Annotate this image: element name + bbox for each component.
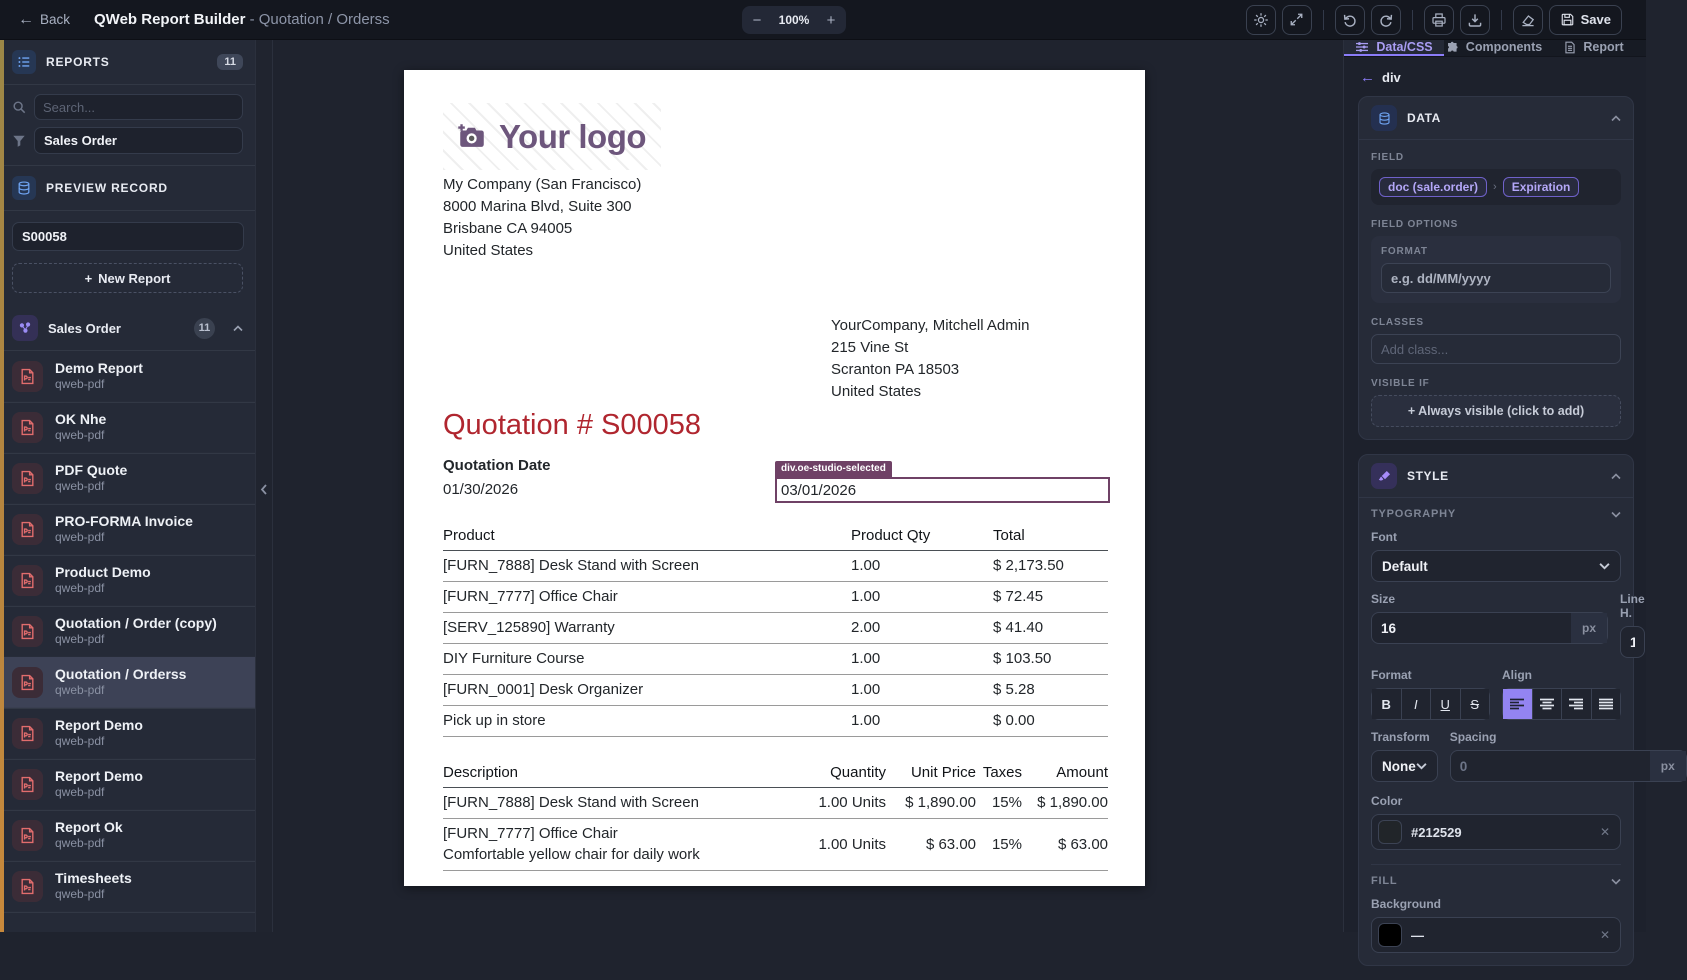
field-options-label: FIELD OPTIONS bbox=[1371, 219, 1459, 230]
format-buttons-label: Format bbox=[1371, 668, 1412, 682]
selected-element-wrapper bbox=[775, 458, 1110, 503]
format-option-box bbox=[1371, 236, 1621, 303]
table-cell: 1.00 bbox=[851, 644, 993, 675]
tab-components[interactable] bbox=[1444, 40, 1544, 56]
table-cell: $ 1,890.00 bbox=[1022, 788, 1108, 819]
column-header: Taxes bbox=[976, 762, 1022, 788]
plus-icon: + bbox=[84, 270, 93, 286]
font-label: Font bbox=[1371, 530, 1397, 544]
report-list-item[interactable] bbox=[0, 759, 255, 810]
color-swatch[interactable] bbox=[1378, 820, 1402, 844]
background-label: Background bbox=[1371, 897, 1442, 911]
table-cell: $ 2,173.50 bbox=[993, 551, 1108, 582]
pdf-file-icon bbox=[12, 412, 43, 443]
fill-label: FILL bbox=[1371, 875, 1398, 887]
table-cell: $ 1,890.00 bbox=[886, 788, 976, 819]
order-lines-table[interactable] bbox=[443, 762, 1108, 871]
toolbar-divider bbox=[1501, 10, 1502, 30]
paintbrush-icon bbox=[1371, 463, 1397, 489]
product-row[interactable] bbox=[443, 551, 1108, 582]
report-type: qweb-pdf bbox=[55, 479, 105, 493]
table-cell: 1.00 Units bbox=[783, 788, 886, 819]
reports-list-icon bbox=[12, 50, 36, 74]
sales-order-group-header[interactable] bbox=[0, 307, 255, 351]
color-picker-row[interactable] bbox=[1371, 814, 1621, 850]
top-toolbar bbox=[0, 0, 1646, 40]
download-icon bbox=[1467, 12, 1483, 28]
zoom-out-button[interactable]: − bbox=[742, 6, 772, 34]
print-button[interactable] bbox=[1424, 5, 1454, 35]
table-cell: 15% bbox=[976, 819, 1022, 871]
chevron-up-icon[interactable] bbox=[1611, 473, 1621, 480]
format-button-group bbox=[1371, 688, 1490, 720]
address-line: Brisbane CA 94005 bbox=[443, 220, 573, 237]
table-cell: 1.00 bbox=[851, 582, 993, 613]
table-cell: $ 103.50 bbox=[993, 644, 1108, 675]
puzzle-icon bbox=[1446, 41, 1459, 54]
chevron-down-icon bbox=[1599, 562, 1610, 570]
line-description-note: Comfortable yellow chair for daily work bbox=[443, 846, 700, 863]
order-line-row[interactable] bbox=[443, 819, 1108, 871]
address-line: United States bbox=[443, 242, 534, 259]
undo-icon bbox=[1342, 12, 1358, 28]
data-panel-title: DATA bbox=[1407, 111, 1441, 125]
redo-icon bbox=[1378, 12, 1394, 28]
products-table-header bbox=[443, 525, 1108, 551]
line-height-label: Line H. bbox=[1620, 592, 1645, 620]
font-select[interactable] bbox=[1371, 550, 1621, 582]
address-line: 8000 Marina Blvd, Suite 300 bbox=[443, 198, 632, 215]
background-swatch[interactable] bbox=[1378, 923, 1402, 947]
column-header: Product Qty bbox=[851, 525, 993, 551]
pdf-file-icon bbox=[12, 463, 43, 494]
group-count-badge: 11 bbox=[194, 318, 215, 339]
table-cell: 2.00 bbox=[851, 613, 993, 644]
typography-label: TYPOGRAPHY bbox=[1371, 508, 1457, 520]
background-value: — bbox=[1411, 927, 1424, 943]
table-cell: [FURN_7888] Desk Stand with Screen bbox=[443, 551, 851, 582]
align-left-button[interactable] bbox=[1503, 689, 1533, 719]
transform-value: None bbox=[1382, 758, 1416, 774]
report-list-item[interactable] bbox=[0, 351, 255, 402]
pdf-file-icon bbox=[12, 718, 43, 749]
settings-button[interactable] bbox=[1246, 5, 1276, 35]
preview-record-label: PREVIEW RECORD bbox=[46, 181, 168, 195]
spacing-group bbox=[1450, 750, 1687, 782]
report-canvas bbox=[273, 40, 1343, 932]
pdf-file-icon bbox=[12, 616, 43, 647]
report-name: Report Ok bbox=[55, 819, 123, 835]
element-breadcrumb bbox=[1358, 67, 1634, 96]
sidebar-collapse-strip bbox=[256, 40, 273, 932]
toolbar-divider bbox=[1323, 10, 1324, 30]
visible-if-add-button[interactable]: + Always visible (click to add) bbox=[1371, 395, 1621, 427]
field-label: FIELD bbox=[1371, 152, 1404, 163]
order-line-row[interactable] bbox=[443, 788, 1108, 819]
field-path-box bbox=[1371, 169, 1621, 205]
report-type: qweb-pdf bbox=[55, 683, 105, 697]
style-panel-header[interactable] bbox=[1359, 455, 1633, 498]
address-line: YourCompany, Mitchell Admin bbox=[831, 317, 1030, 334]
reports-count-badge: 11 bbox=[217, 54, 243, 70]
align-right-button[interactable] bbox=[1562, 689, 1592, 719]
address-line: 215 Vine St bbox=[831, 339, 909, 356]
quotation-date-label[interactable]: Quotation Date bbox=[443, 457, 551, 474]
pdf-file-icon bbox=[12, 769, 43, 800]
table-cell: 15% bbox=[976, 788, 1022, 819]
customer-address[interactable] bbox=[831, 315, 1108, 403]
printer-icon bbox=[1431, 12, 1447, 28]
search-row bbox=[0, 85, 255, 120]
column-header: Amount bbox=[1022, 762, 1108, 788]
report-type: qweb-pdf bbox=[55, 734, 105, 748]
report-type: qweb-pdf bbox=[55, 428, 105, 442]
chevron-up-icon[interactable] bbox=[1611, 115, 1621, 122]
products-table[interactable] bbox=[443, 525, 1108, 737]
table-cell: $ 63.00 bbox=[1022, 819, 1108, 871]
report-name: Timesheets bbox=[55, 870, 132, 886]
chevron-down-icon bbox=[1416, 762, 1427, 770]
report-list-item[interactable] bbox=[0, 657, 255, 708]
data-panel-header[interactable] bbox=[1359, 97, 1633, 140]
window-title bbox=[94, 11, 390, 28]
table-cell: 1.00 bbox=[851, 706, 993, 737]
product-row[interactable] bbox=[443, 706, 1108, 737]
tab-data-css-label: Data/CSS bbox=[1376, 40, 1433, 54]
chevron-right-icon: › bbox=[1493, 181, 1497, 193]
report-type: qweb-pdf bbox=[55, 785, 105, 799]
data-database-icon bbox=[1371, 105, 1397, 131]
classes-label: CLASSES bbox=[1371, 317, 1424, 328]
table-cell: 1.00 Units bbox=[783, 819, 886, 871]
table-cell: [FURN_7888] Desk Stand with Screen bbox=[443, 788, 783, 819]
report-list bbox=[0, 351, 255, 932]
report-type: qweb-pdf bbox=[55, 530, 105, 544]
report-list-item[interactable] bbox=[0, 606, 255, 657]
tab-data-css[interactable] bbox=[1344, 40, 1444, 56]
table-cell: [FURN_7777] Office Chair Comfortable yellow chair for daily work bbox=[443, 819, 783, 871]
report-name: PDF Quote bbox=[55, 462, 128, 478]
product-row[interactable] bbox=[443, 613, 1108, 644]
search-input[interactable] bbox=[34, 94, 243, 120]
bold-button[interactable]: B bbox=[1372, 689, 1402, 719]
classes-input[interactable] bbox=[1371, 334, 1621, 364]
preview-record-header bbox=[0, 166, 255, 211]
save-label: Save bbox=[1580, 12, 1611, 27]
font-size-group bbox=[1371, 612, 1608, 644]
breadcrumb-element-name: div bbox=[1382, 70, 1401, 85]
clear-background-icon[interactable]: ✕ bbox=[1599, 928, 1610, 942]
chevron-up-icon[interactable] bbox=[233, 325, 243, 332]
report-type: qweb-pdf bbox=[55, 887, 105, 901]
line-height-input[interactable] bbox=[1620, 626, 1645, 658]
breadcrumb-back-arrow[interactable]: ← bbox=[1360, 69, 1375, 86]
product-row[interactable] bbox=[443, 644, 1108, 675]
address-line: My Company (San Francisco) bbox=[443, 176, 642, 193]
back-button[interactable] bbox=[18, 11, 70, 29]
undo-button[interactable] bbox=[1335, 5, 1365, 35]
collapse-sidebar-chevron[interactable] bbox=[260, 484, 268, 495]
column-header: Product bbox=[443, 525, 851, 551]
table-cell: $ 0.00 bbox=[993, 706, 1108, 737]
reports-header bbox=[0, 40, 255, 85]
report-list-item[interactable] bbox=[0, 708, 255, 759]
report-name: Quotation / Orderss bbox=[55, 666, 187, 682]
eraser-icon bbox=[1520, 12, 1536, 28]
product-row[interactable] bbox=[443, 582, 1108, 613]
filter-row bbox=[0, 120, 255, 166]
report-name: Product Demo bbox=[55, 564, 151, 580]
visible-if-label: VISIBLE IF bbox=[1371, 378, 1430, 389]
camera-icon bbox=[457, 124, 487, 150]
database-icon bbox=[12, 176, 36, 200]
quotation-date-value[interactable]: 01/30/2026 bbox=[443, 481, 519, 498]
clear-color-icon[interactable]: ✕ bbox=[1599, 825, 1610, 839]
report-name: OK Nhe bbox=[55, 411, 107, 427]
expiration-date-value: 03/01/2026 bbox=[781, 481, 857, 499]
chevron-down-icon bbox=[1611, 511, 1621, 518]
logo-placeholder-text: Your logo bbox=[499, 117, 647, 155]
column-header: Description bbox=[443, 762, 783, 788]
company-address[interactable] bbox=[443, 174, 1108, 262]
font-size-input[interactable] bbox=[1372, 613, 1571, 643]
download-button[interactable] bbox=[1460, 5, 1490, 35]
section-divider bbox=[1371, 864, 1621, 865]
company-logo-block[interactable] bbox=[443, 103, 661, 170]
sidebar-tabs bbox=[1344, 40, 1646, 57]
align-justify-button[interactable] bbox=[1592, 689, 1621, 719]
tab-components-label: Components bbox=[1465, 40, 1543, 54]
format-input[interactable] bbox=[1381, 263, 1611, 293]
report-type: qweb-pdf bbox=[55, 836, 105, 850]
tab-report-label: Report bbox=[1583, 40, 1624, 54]
report-name: Report Demo bbox=[55, 768, 143, 784]
data-panel bbox=[1358, 96, 1634, 440]
reports-sidebar bbox=[0, 40, 256, 932]
format-label: FORMAT bbox=[1381, 246, 1428, 257]
report-list-item[interactable] bbox=[0, 555, 255, 606]
chevron-down-icon bbox=[1611, 878, 1621, 885]
spacing-label: Spacing bbox=[1449, 730, 1497, 744]
new-report-label: New Report bbox=[98, 270, 171, 286]
table-cell: $ 63.00 bbox=[886, 819, 976, 871]
report-name: Quotation / Order (copy) bbox=[55, 615, 217, 631]
table-cell: 1.00 bbox=[851, 551, 993, 582]
table-cell: $ 72.45 bbox=[993, 582, 1108, 613]
report-list-item[interactable] bbox=[0, 453, 255, 504]
product-row[interactable] bbox=[443, 675, 1108, 706]
field-chip[interactable]: doc (sale.order) bbox=[1379, 177, 1487, 197]
color-label: Color bbox=[1371, 794, 1403, 808]
sliders-icon bbox=[1355, 41, 1369, 53]
clear-format-button[interactable] bbox=[1513, 5, 1543, 35]
new-report-button[interactable] bbox=[12, 263, 243, 293]
table-cell: Pick up in store bbox=[443, 706, 851, 737]
column-header: Unit Price bbox=[886, 762, 976, 788]
report-list-item[interactable] bbox=[0, 861, 255, 912]
table-cell: $ 41.40 bbox=[993, 613, 1108, 644]
save-icon bbox=[1560, 12, 1575, 27]
lines-table-header bbox=[443, 762, 1108, 788]
table-cell: [FURN_0001] Desk Organizer bbox=[443, 675, 851, 706]
table-cell: DIY Furniture Course bbox=[443, 644, 851, 675]
table-cell: [SERV_125890] Warranty bbox=[443, 613, 851, 644]
address-line: United States bbox=[831, 383, 922, 400]
color-value: #212529 bbox=[1411, 824, 1462, 840]
transform-select[interactable] bbox=[1371, 750, 1438, 782]
title-separator: - bbox=[249, 11, 255, 28]
toolbar-divider bbox=[1412, 10, 1413, 30]
selected-element-tag-badge: div.oe-studio-selected bbox=[775, 461, 892, 477]
strikethrough-button[interactable]: S bbox=[1461, 689, 1490, 719]
preview-record-input[interactable] bbox=[12, 222, 244, 251]
style-panel bbox=[1358, 454, 1675, 966]
gear-icon bbox=[1253, 12, 1269, 28]
save-button[interactable] bbox=[1549, 5, 1622, 35]
pdf-file-icon bbox=[12, 514, 43, 545]
report-list-item[interactable] bbox=[0, 504, 255, 555]
spacing-unit-label: px bbox=[1650, 751, 1686, 781]
report-list-item[interactable] bbox=[0, 810, 255, 861]
app-title: QWeb Report Builder bbox=[94, 11, 246, 28]
size-label: Size bbox=[1371, 592, 1396, 606]
table-cell: [FURN_7777] Office Chair bbox=[443, 582, 851, 613]
table-cell: 1.00 bbox=[851, 675, 993, 706]
tab-report[interactable] bbox=[1544, 40, 1644, 56]
dates-row bbox=[443, 457, 1108, 515]
model-nodes-icon bbox=[12, 315, 38, 341]
back-arrow-icon: ← bbox=[18, 10, 34, 28]
filter-icon bbox=[12, 134, 26, 148]
model-filter-select[interactable]: Sales Order bbox=[34, 127, 243, 154]
report-list-item[interactable] bbox=[0, 402, 255, 453]
redo-button[interactable] bbox=[1371, 5, 1401, 35]
column-header: Quantity bbox=[783, 762, 886, 788]
pointer-tool-button[interactable] bbox=[1282, 5, 1312, 35]
column-header: Total bbox=[993, 525, 1108, 551]
group-label: Sales Order bbox=[48, 320, 121, 336]
background-picker-row[interactable] bbox=[1371, 917, 1621, 953]
address-line: Scranton PA 18503 bbox=[831, 361, 960, 378]
style-panel-title: STYLE bbox=[1407, 469, 1449, 483]
pdf-file-icon bbox=[12, 871, 43, 902]
report-name: PRO-FORMA Invoice bbox=[55, 513, 193, 529]
italic-button[interactable]: I bbox=[1402, 689, 1432, 719]
search-icon bbox=[12, 100, 26, 114]
document-title: Quotation / Orderss bbox=[258, 11, 390, 28]
zoom-in-button[interactable]: + bbox=[816, 6, 846, 34]
zoom-level: 100% bbox=[778, 13, 810, 27]
pointer-icon bbox=[1289, 12, 1304, 27]
report-page bbox=[404, 70, 1145, 886]
spacing-input[interactable] bbox=[1451, 751, 1650, 781]
align-buttons-label: Align bbox=[1502, 668, 1532, 682]
pdf-file-icon bbox=[12, 820, 43, 851]
align-button-group bbox=[1502, 688, 1621, 720]
screen-edge-strip bbox=[0, 40, 4, 932]
size-unit-label: px bbox=[1571, 613, 1607, 643]
align-center-button[interactable] bbox=[1533, 689, 1563, 719]
report-type: qweb-pdf bbox=[55, 581, 105, 595]
field-chip[interactable]: Expiration bbox=[1503, 177, 1580, 197]
report-name: Demo Report bbox=[55, 360, 143, 376]
table-cell: $ 5.28 bbox=[993, 675, 1108, 706]
pdf-file-icon bbox=[12, 565, 43, 596]
fill-section-header[interactable] bbox=[1371, 875, 1621, 887]
underline-button[interactable]: U bbox=[1431, 689, 1461, 719]
report-type: qweb-pdf bbox=[55, 377, 105, 391]
pdf-file-icon bbox=[12, 361, 43, 392]
transform-label: Transform bbox=[1371, 730, 1430, 744]
expiration-date-field-selected[interactable] bbox=[775, 477, 1110, 503]
back-label: Back bbox=[40, 12, 71, 27]
report-type: qweb-pdf bbox=[55, 632, 105, 646]
pdf-file-icon bbox=[12, 667, 43, 698]
reports-header-label: REPORTS bbox=[46, 55, 110, 69]
document-icon bbox=[1564, 41, 1576, 54]
font-value: Default bbox=[1382, 558, 1428, 574]
zoom-control bbox=[742, 6, 846, 34]
typography-section-header[interactable] bbox=[1371, 508, 1621, 520]
properties-sidebar bbox=[1343, 40, 1675, 943]
report-name: Report Demo bbox=[55, 717, 143, 733]
quotation-title[interactable]: Quotation # S00058 bbox=[443, 409, 701, 441]
